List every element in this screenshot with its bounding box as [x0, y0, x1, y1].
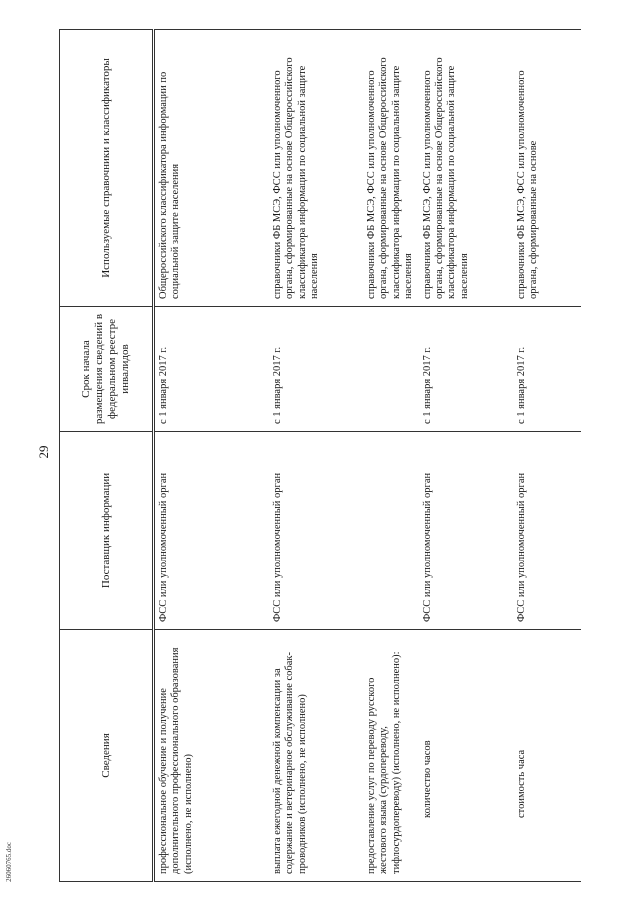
header-provider: Поставщик информации — [60, 432, 154, 630]
row-provider: ФСС или уполномоченный орган — [513, 432, 581, 630]
row-references: справочники ФБ МСЭ, ФСС или уполномоченного органа, сформированные на основе — [513, 30, 581, 307]
header-info: Сведения — [60, 630, 154, 882]
row-item: профессиональное обучение и получение дополнительного профессионального образования (исполнено, не исполнено) — [154, 630, 270, 882]
row-item-text: количество часов — [421, 740, 433, 818]
row-start: с 1 января 2017 г. — [154, 307, 270, 432]
page-number: 29 — [36, 445, 51, 459]
row-start: с 1 января 2017 г. — [419, 307, 513, 432]
table-row — [419, 30, 513, 882]
table-top-border — [59, 30, 60, 882]
row-item-text: стоимость часа — [515, 749, 527, 818]
row-item: предоставление услуг по переводу русского жестового языка (сурдопереводу, тифлосурдопереводу) (исполнено, не исполнено): — [363, 630, 419, 882]
document-footer-code: 26060765.doc — [5, 842, 13, 882]
row-provider: ФСС или уполномоченный орган — [419, 432, 513, 630]
row-provider: ФСС или уполномоченный орган — [269, 432, 363, 630]
row-provider — [363, 432, 419, 630]
row-start: с 1 января 2017 г. — [513, 307, 581, 432]
row-references: Общероссийского классификатора информации по социальной защите населения — [154, 30, 270, 307]
row-references: справочники ФБ МСЭ, ФСС или уполномоченного органа, сформированные на основе Общероссийского классификатора информации по социальной защите населения — [363, 30, 419, 307]
table-rotation-frame — [59, 30, 601, 882]
header-references: Используемые справочники и классификаторы — [60, 30, 154, 307]
header-start-date: Срок начала размещения сведений в федеральном реестре инвалидов — [60, 307, 154, 432]
row-provider: ФСС или уполномоченный орган — [154, 432, 270, 630]
rotated-table-sheet — [59, 30, 601, 882]
row-item: выплата ежегодной денежной компенсации за содержание и ветеринарное обслуживание собак-проводников (исполнено, не исполнено) — [269, 630, 363, 882]
row-references: справочники ФБ МСЭ, ФСС или уполномоченного органа, сформированные на основе Общероссийского классификатора информации по социальной защите населения — [419, 30, 513, 307]
table-row — [269, 30, 363, 882]
row-start: с 1 января 2017 г. — [269, 307, 363, 432]
row-references: справочники ФБ МСЭ, ФСС или уполномоченного органа, сформированные на основе Общероссийского классификатора информации по социальной защите населения — [269, 30, 363, 307]
row-item — [419, 630, 513, 882]
table-row — [363, 30, 419, 882]
table-row — [154, 30, 270, 882]
registry-table — [59, 29, 581, 882]
row-start — [363, 307, 419, 432]
table-row — [513, 30, 581, 882]
table-header-row — [60, 30, 154, 882]
row-item — [513, 630, 581, 882]
